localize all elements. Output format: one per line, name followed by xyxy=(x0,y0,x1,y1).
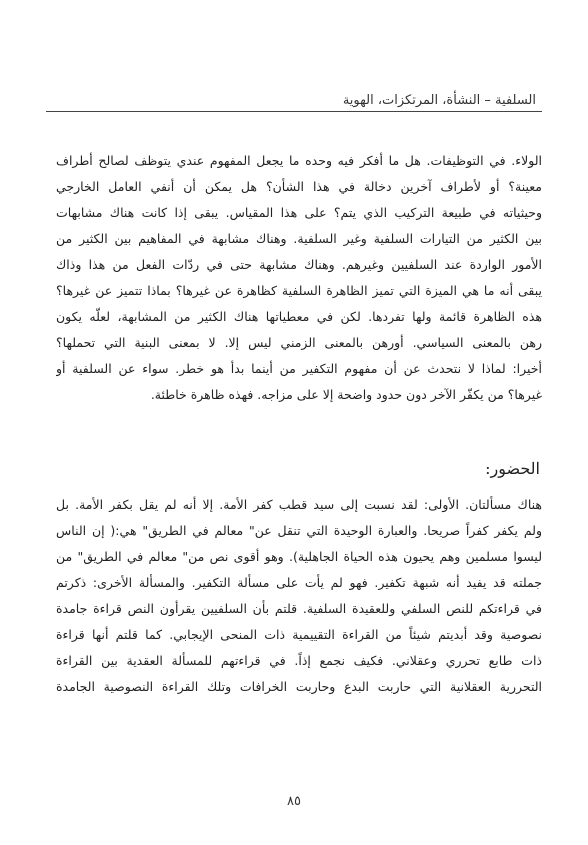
text-line: في قراءتكم للنص السلفي وللعقيدة السلفية. قلتم بأن السلفيين يقرأون النص قراءة جامدة xyxy=(56,601,542,616)
text-line: هناك مسألتان. الأولى: لقد نسبت إلى سيد قطب كفر الأمة. إلا أنه لم يقل بكفر الأمة. بل xyxy=(56,497,542,512)
text-line: التحررية العقلانية التي حاربت البدع وحاربت الخرافات وتلك القراءة النصوصية الجامدة xyxy=(56,679,542,694)
text-line: هذه الظاهرة قائمة ولها تفردها. لكن في معطياتها هناك الكثير من المشابهة، لعلّه يكون xyxy=(56,309,542,324)
section-heading: الحضور: xyxy=(485,459,540,478)
text-line: رهن بالمعنى السياسي. أورهن بالمعنى الزمني ليس إلا. لا بمعنى البنية التي تحملها؟ xyxy=(56,335,542,350)
text-line: ولم يكفر كفراً صريحا. والعبارة الوحيدة التي تنقل عن" معالم في الطريق" هي:( إن الناس xyxy=(56,523,542,538)
text-line: الولاء. في التوظيفات. هل ما أفكر فيه وحده ما يجعل المفهوم عندي يتوظف لصالح أطراف xyxy=(56,153,542,168)
text-line: جملته قد يفيد أنه شبهة تكفير. فهو لم يأت على مسألة التكفير. والمسألة الأخرى: ذكرتم xyxy=(56,575,542,590)
body-paragraph-1 xyxy=(56,148,542,408)
text-line: أخيرا: لماذا لا نتحدث عن أن مفهوم التكفير من أينما بدأ هو خطر. سواء عن السلفية أو xyxy=(56,361,542,376)
header-rule xyxy=(46,111,542,112)
text-line: الأمور الواردة عند السلفيين وغيرهم. وهناك مشابهة حتى في ردّات الفعل من هذا وذاك xyxy=(56,257,542,272)
text-line: يبقى أنه ما هي الميزة التي تميز الظاهرة السلفية كظاهرة عن غيرها؟ بماذا تتميز عن غيرها؟ xyxy=(56,283,542,298)
text-line: ذات طابع تحرري وعقلاني. فكيف نجمع إذاً. في قراءتهم للمسألة العقدية بين القراءة xyxy=(56,653,542,668)
text-line: بين الكثير من التيارات السلفية وغير السلفية. وهناك مشابهة في المفاهيم بين الكثير من xyxy=(56,231,542,246)
body-paragraph-2 xyxy=(56,492,542,700)
text-line: معينة؟ أو لأطراف آخرين دخالة في هذا الشأن؟ هل يمكن أن أنفي العامل الخارجي xyxy=(56,179,542,194)
text-line: ليسوا مسلمين وهم يحيون هذه الحياة الجاهلية). وهو أقوى نص من" معالم في الطريق" من xyxy=(56,549,542,564)
running-header: السلفية – النشأة، المرتكزات، الهوية xyxy=(342,93,536,108)
text-line: وحيثياته في طبيعة التركيب الذي يتم؟ على هذا المقياس. يبقى إذا كانت هناك مشابهات xyxy=(56,205,542,220)
text-line: غيرها؟ من يكفّر الآخر دون حدود واضحة إلا على مزاجه. فهذه ظاهرة خاطئة. xyxy=(150,387,542,402)
page-number: ٨٥ xyxy=(287,794,301,809)
text-line: نصوصية وقد أبديتم شيئاً من القراءة التقييمية ذات المنحى الإيجابي. كما قلتم أنها قراءة xyxy=(56,627,542,642)
